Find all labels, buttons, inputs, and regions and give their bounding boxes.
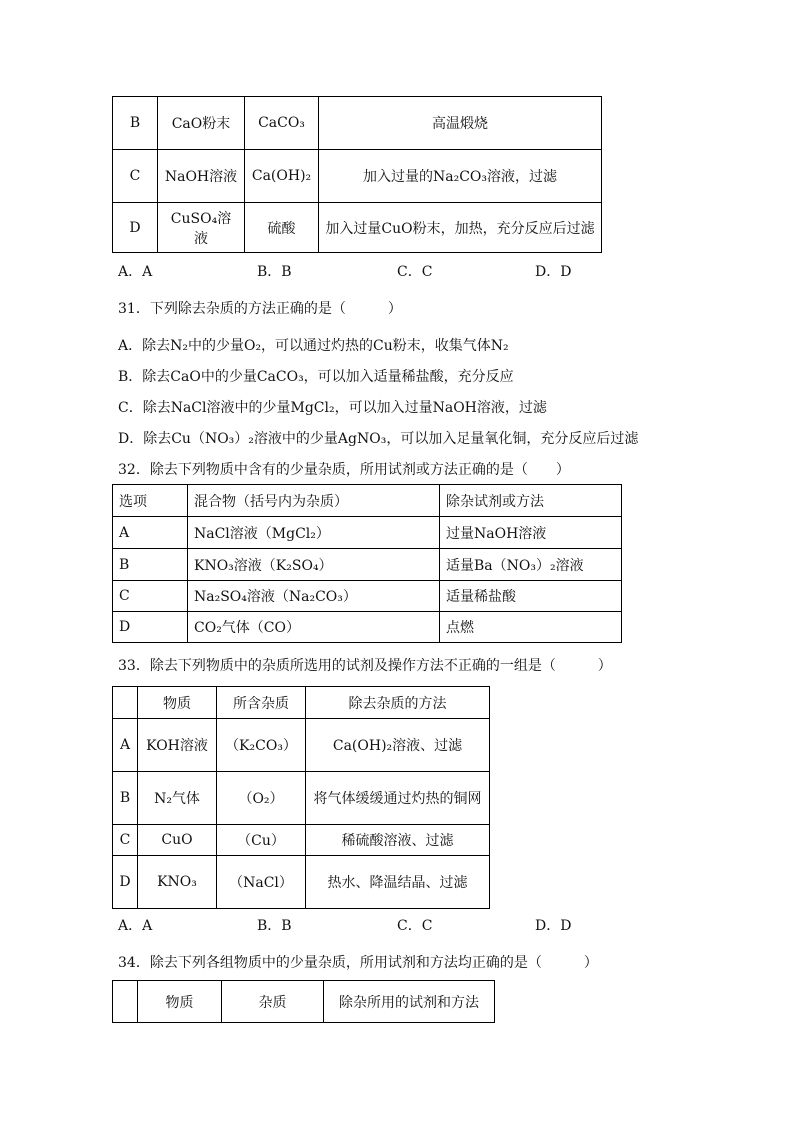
header-cell: 所含杂质: [217, 687, 306, 719]
cell: 热水、降温结晶、过滤: [306, 856, 490, 909]
answer-option-a[interactable]: A．A: [118, 264, 153, 280]
table-q34: [112, 980, 495, 1023]
q31-option-c[interactable]: C．除去NaCl溶液中的少量MgCl₂，可以加入过量NaOH溶液，过滤: [118, 400, 547, 416]
header-cell: 杂质: [222, 981, 324, 1023]
table-row: [113, 581, 622, 612]
table-header-row: [113, 981, 495, 1023]
cell: 硫酸: [245, 203, 319, 253]
answer-option-c[interactable]: C．C: [397, 918, 433, 934]
cell: NaCl溶液（MgCl₂）: [188, 517, 440, 549]
cell: 高温煅烧: [319, 97, 602, 150]
question-32-stem: 32．除去下列物质中含有的少量杂质，所用试剂或方法正确的是（ ）: [118, 462, 570, 478]
answer-option-c[interactable]: C．C: [397, 264, 433, 280]
header-cell: [113, 687, 138, 719]
table-row: [113, 517, 622, 549]
cell: D: [113, 203, 158, 253]
table-top: [112, 96, 602, 253]
cell: D: [113, 856, 138, 909]
q31-option-b[interactable]: B．除去CaO中的少量CaCO₃，可以加入适量稀盐酸，充分反应: [118, 369, 514, 385]
header-cell: 物质: [138, 981, 222, 1023]
answer-option-b[interactable]: B．B: [257, 264, 292, 280]
cell: D: [113, 612, 188, 643]
cell: （Cu）: [217, 825, 306, 856]
cell: A: [113, 517, 188, 549]
cell: CO₂气体（CO）: [188, 612, 440, 643]
cell: CuSO₄溶液: [158, 203, 245, 253]
cell: KOH溶液: [138, 719, 217, 772]
q31-option-a[interactable]: A．除去N₂中的少量O₂，可以通过灼热的Cu粉末，收集气体N₂: [118, 338, 509, 354]
cell: 过量NaOH溶液: [440, 517, 622, 549]
table-row: [113, 856, 490, 909]
table-row: [113, 772, 490, 825]
cell: CaCO₃: [245, 97, 319, 150]
table-header-row: [113, 687, 490, 719]
header-cell: 选项: [113, 485, 188, 517]
answer-option-d[interactable]: D．D: [535, 918, 572, 934]
cell: 将气体缓缓通过灼热的铜网: [306, 772, 490, 825]
cell: Ca(OH)₂: [245, 150, 319, 203]
table-header-row: [113, 485, 622, 517]
cell: 稀硫酸溶液、过滤: [306, 825, 490, 856]
table-q32: [112, 484, 622, 643]
header-cell: 除杂所用的试剂和方法: [324, 981, 495, 1023]
table-row: [113, 97, 602, 150]
cell: KNO₃: [138, 856, 217, 909]
table-q33: [112, 686, 490, 909]
answer-option-d[interactable]: D．D: [535, 264, 572, 280]
cell: 点燃: [440, 612, 622, 643]
header-cell: 混合物（括号内为杂质）: [188, 485, 440, 517]
question-31-stem: 31．下列除去杂质的方法正确的是（ ）: [118, 301, 402, 317]
cell: N₂气体: [138, 772, 217, 825]
question-34-stem: 34．除去下列各组物质中的少量杂质，所用试剂和方法均正确的是（ ）: [118, 955, 598, 971]
cell: Na₂SO₄溶液（Na₂CO₃）: [188, 581, 440, 612]
cell: C: [113, 150, 158, 203]
cell: CaO粉末: [158, 97, 245, 150]
cell: B: [113, 772, 138, 825]
cell: （K₂CO₃）: [217, 719, 306, 772]
cell: CuO: [138, 825, 217, 856]
header-cell: 除去杂质的方法: [306, 687, 490, 719]
answer-option-b[interactable]: B．B: [257, 918, 292, 934]
cell: A: [113, 719, 138, 772]
cell: C: [113, 581, 188, 612]
cell: 加入过量的Na₂CO₃溶液，过滤: [319, 150, 602, 203]
cell: 适量Ba（NO₃）₂溶液: [440, 549, 622, 581]
table-row: [113, 825, 490, 856]
table-row: [113, 203, 602, 253]
cell: Ca(OH)₂溶液、过滤: [306, 719, 490, 772]
cell: B: [113, 97, 158, 150]
cell: （O₂）: [217, 772, 306, 825]
cell: KNO₃溶液（K₂SO₄）: [188, 549, 440, 581]
cell: B: [113, 549, 188, 581]
table-row: [113, 549, 622, 581]
question-33-stem: 33．除去下列物质中的杂质所选用的试剂及操作方法不正确的一组是（ ）: [118, 658, 612, 674]
table-row: [113, 150, 602, 203]
cell: C: [113, 825, 138, 856]
header-cell: [113, 981, 138, 1023]
cell: （NaCl）: [217, 856, 306, 909]
q31-option-d[interactable]: D．除去Cu（NO₃）₂溶液中的少量AgNO₃，可以加入足量氧化铜，充分反应后过滤: [118, 431, 639, 447]
header-cell: 除杂试剂或方法: [440, 485, 622, 517]
cell: 适量稀盐酸: [440, 581, 622, 612]
cell: NaOH溶液: [158, 150, 245, 203]
answer-option-a[interactable]: A．A: [118, 918, 153, 934]
cell: 加入过量CuO粉末，加热，充分反应后过滤: [319, 203, 602, 253]
table-row: [113, 719, 490, 772]
table-row: [113, 612, 622, 643]
header-cell: 物质: [138, 687, 217, 719]
